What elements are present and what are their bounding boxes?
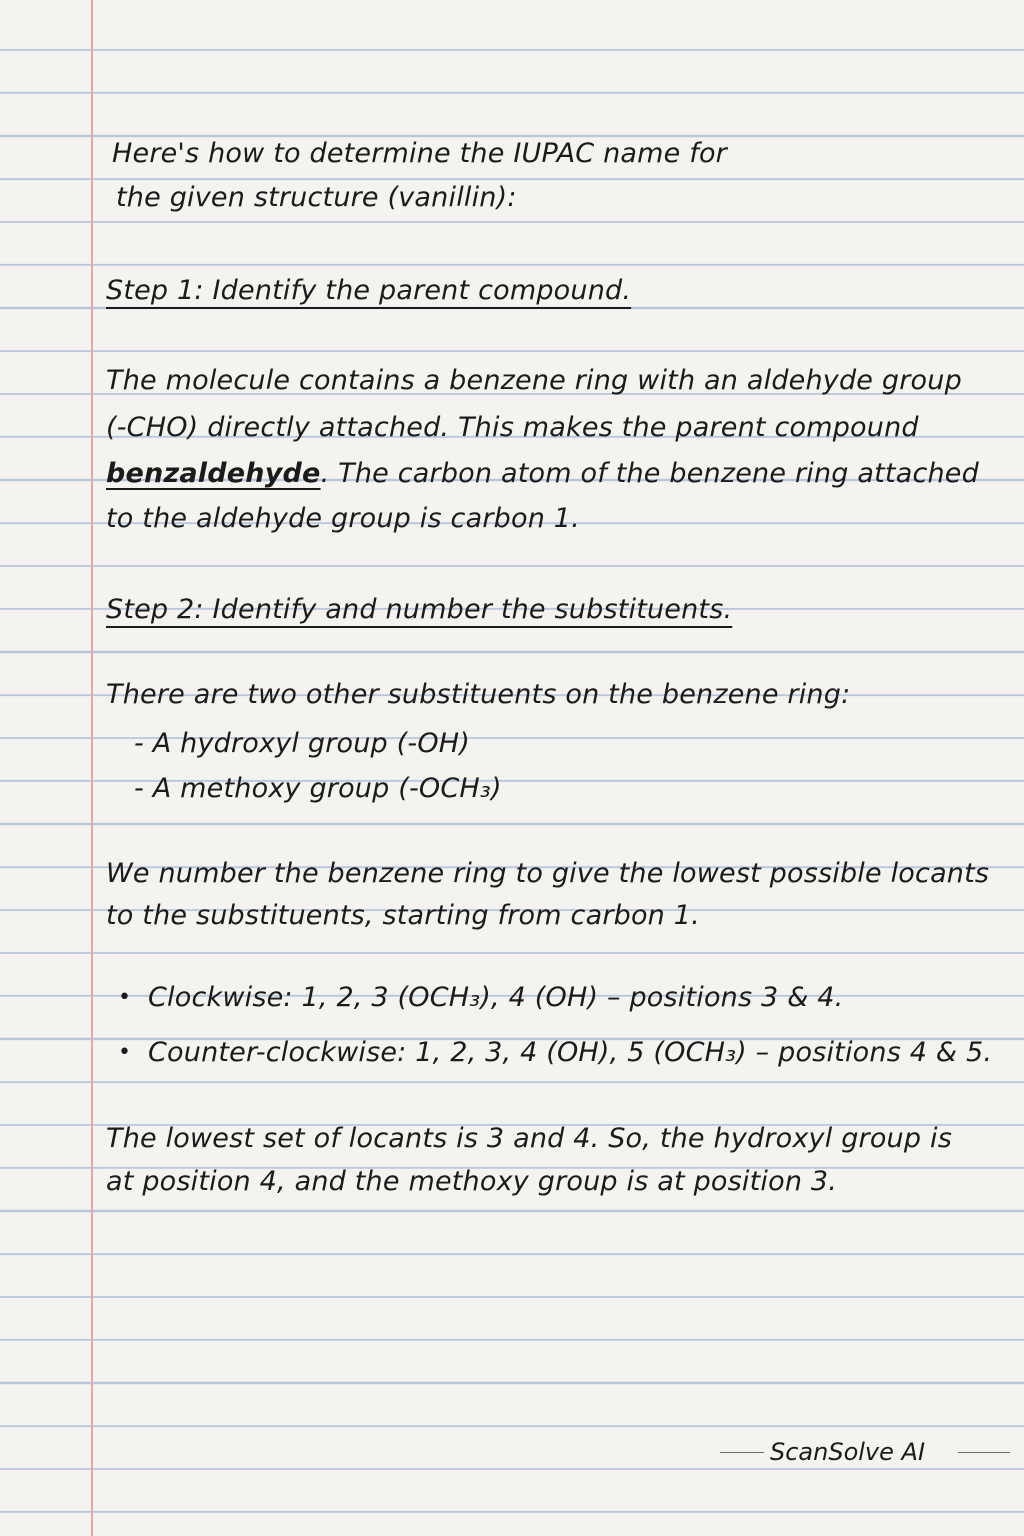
substituent-hydroxyl: - A hydroxyl group (-OH) <box>134 728 471 759</box>
bullet-dot-1: • <box>118 985 131 1010</box>
bullet-dot-2: • <box>118 1040 131 1065</box>
intro-line-2: the given structure (vanillin): <box>116 182 517 213</box>
numbering-line-1: We number the benzene ring to give the lowest possible locants <box>106 858 990 889</box>
conclusion-line-1: The lowest set of locants is 3 and 4. So, the hydroxyl group is <box>106 1123 952 1154</box>
substituent-methoxy: - A methoxy group (-OCH₃) <box>134 773 502 804</box>
step2-heading: Step 2: Identify and number the substituents. <box>106 594 733 625</box>
step1-para-line-2: (-CHO) directly attached. This makes the parent compound <box>106 412 919 443</box>
footer-rule-right <box>958 1452 1010 1453</box>
clockwise-bullet: Clockwise: 1, 2, 3 (OCH₃), 4 (OH) – positions 3 & 4. <box>148 982 844 1013</box>
intro-line-1: Here's how to determine the IUPAC name for <box>112 138 727 169</box>
step1-heading: Step 1: Identify the parent compound. <box>106 275 632 306</box>
brand-signature: ScanSolve AI <box>770 1438 926 1466</box>
counter-clockwise-bullet: Counter-clockwise: 1, 2, 3, 4 (OH), 5 (OCH₃) – positions 4 & 5. <box>148 1037 993 1068</box>
step2-para-line-1: There are two other substituents on the benzene ring: <box>106 679 851 710</box>
step1-para-line-1: The molecule contains a benzene ring with an aldehyde group <box>106 365 962 396</box>
step1-para-line-4: to the aldehyde group is carbon 1. <box>106 503 580 534</box>
parent-compound-name: benzaldehyde <box>106 458 321 489</box>
step1-para-line-3-rest: . The carbon atom of the benzene ring attached <box>320 458 979 489</box>
numbering-line-2: to the substituents, starting from carbon 1. <box>106 900 700 931</box>
footer-rule-left <box>720 1452 764 1453</box>
step1-para-line-3 <box>106 456 979 492</box>
conclusion-line-2: at position 4, and the methoxy group is at position 3. <box>106 1166 838 1197</box>
